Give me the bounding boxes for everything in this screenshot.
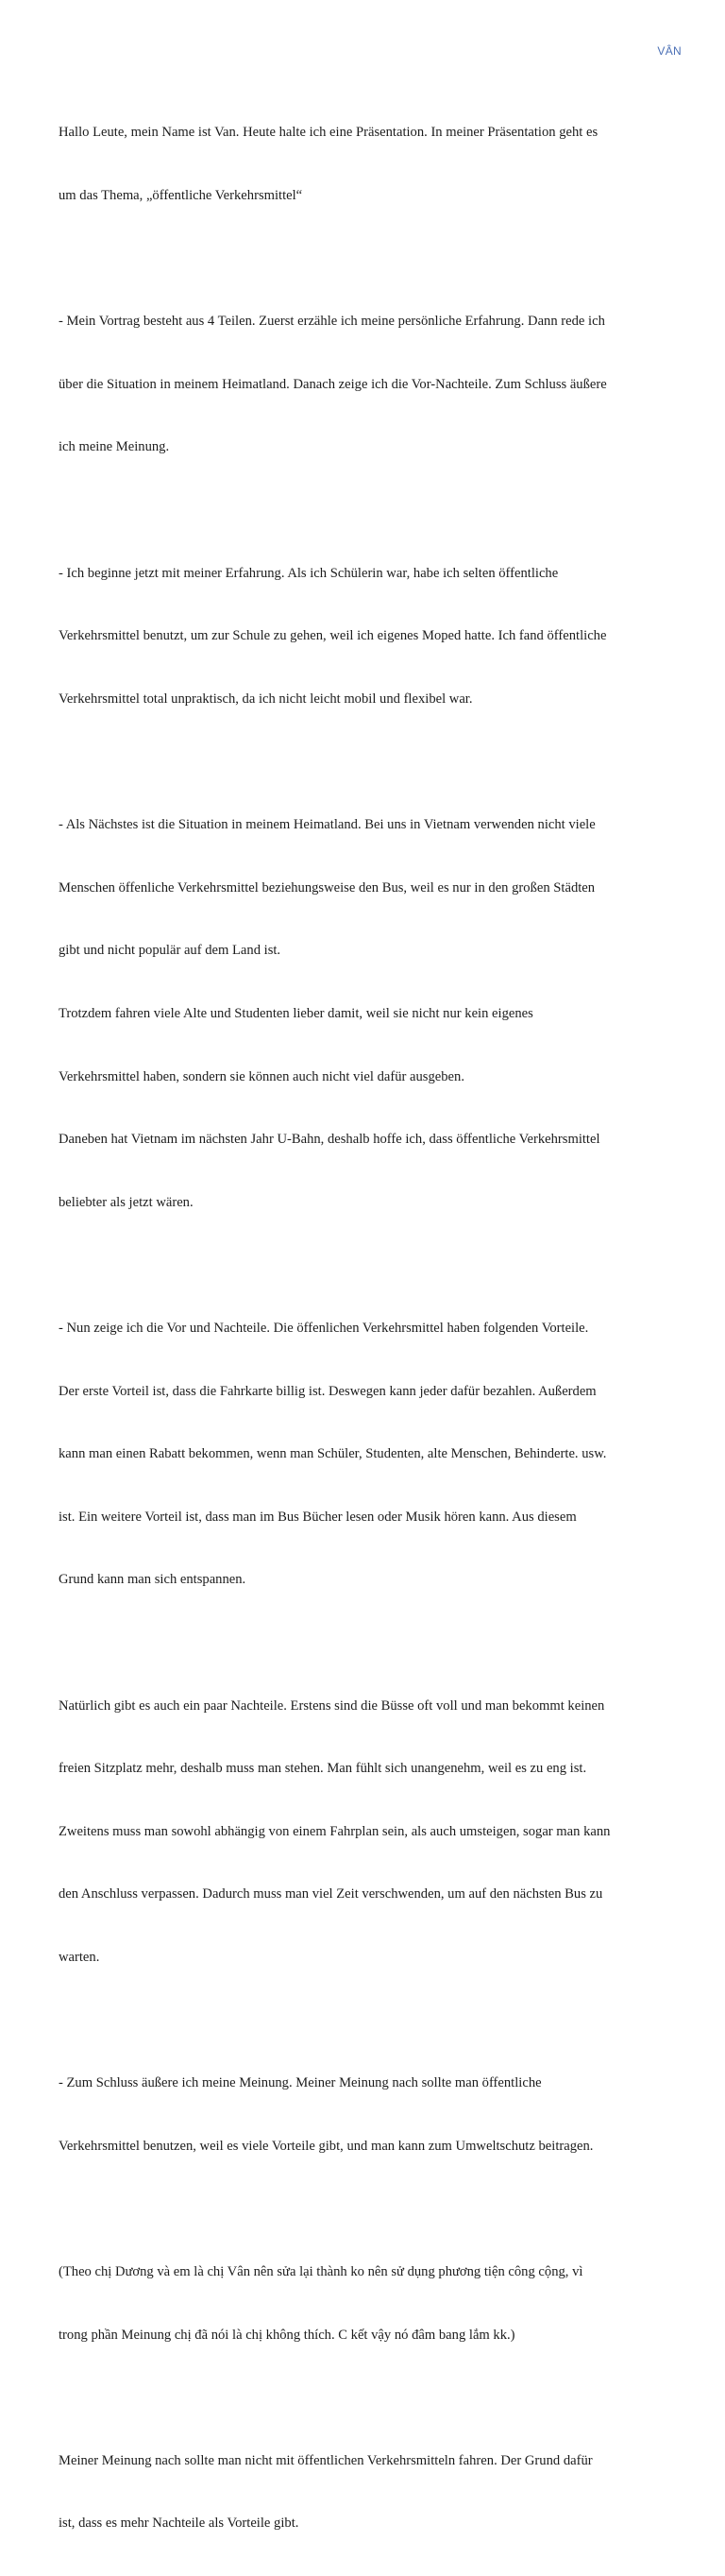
text-line: Daneben hat Vietnam im nächsten Jahr U-Bahn, deshalb hoffe ich, dass öffentliche Verkehrsmittel bbox=[59, 1132, 600, 1148]
text-line: Meiner Meinung nach sollte man nicht mit öffentlichen Verkehrsmitteln fahren. Der Grund dafür bbox=[59, 2452, 593, 2468]
text-line: trong phần Meinung chị đã nói là chị không thích. C kết vậy nó đâm bang lắm kk.) bbox=[59, 2327, 515, 2343]
text-line: Der erste Vorteil ist, dass die Fahrkarte billig ist. Deswegen kann jeder dafür bezahlen. Außerdem bbox=[59, 1383, 597, 1399]
text-line: Verkehrsmittel total unpraktisch, da ich nicht leicht mobil und flexibel war. bbox=[59, 691, 473, 707]
text-line: Trotzdem fahren viele Alte und Studenten lieber damit, weil sie nicht nur kein eigenes bbox=[59, 1005, 533, 1021]
text-line: kann man einen Rabatt bekommen, wenn man Schüler, Studenten, alte Menschen, Behinderte. usw. bbox=[59, 1446, 607, 1462]
text-line: Grund kann man sich entspannen. bbox=[59, 1572, 246, 1588]
text-line: Natürlich gibt es auch ein paar Nachteile. Erstens sind die Büsse oft voll und man bekommt keinen bbox=[59, 1697, 605, 1714]
paragraph-disadvantages bbox=[59, 1653, 682, 2009]
text-line: über die Situation in meinem Heimatland. Danach zeige ich die Vor-Nachteile. Zum Schluss äußere bbox=[59, 376, 607, 392]
text-line: beliebter als jetzt wären. bbox=[59, 1194, 194, 1210]
text-line: ich meine Meinung. bbox=[59, 439, 170, 455]
text-line: - Zum Schluss äußere ich meine Meinung. Meiner Meinung nach sollte man öffentliche bbox=[59, 2075, 542, 2091]
text-line: - Mein Vortrag besteht aus 4 Teilen. Zuerst erzähle ich meine persönliche Erfahrung. Dann rede ich bbox=[59, 314, 605, 330]
text-line: Hallo Leute, mein Name ist Van. Heute halte ich eine Präsentation. In meiner Präsentation geht es bbox=[59, 125, 599, 141]
text-line: den Anschluss verpassen. Dadurch muss man viel Zeit verschwenden, um auf den nächsten Bus zu bbox=[59, 1886, 603, 1902]
paragraph-intro bbox=[59, 80, 682, 248]
text-line: Verkehrsmittel benutzen, weil es viele Vorteile gibt, und man kann zum Umweltschutz beitragen. bbox=[59, 2138, 594, 2154]
text-line: ist. Ein weitere Vorteil ist, dass man im Bus Bücher lesen oder Musik hören kann. Aus diesem bbox=[59, 1509, 577, 1525]
paragraph-note bbox=[59, 2220, 682, 2388]
text-line: - Nun zeige ich die Vor und Nachteile. Die öffenlichen Verkehrsmittel haben folgenden Vorteile. bbox=[59, 1320, 589, 1336]
text-line: - Als Nächstes ist die Situation in meinem Heimatland. Bei uns in Vietnam verwenden nicht viele bbox=[59, 817, 596, 833]
author-label: VÂN bbox=[657, 44, 682, 58]
text-line: gibt und nicht populär auf dem Land ist. bbox=[59, 943, 281, 959]
text-line: Zweitens muss man sowohl abhängig von einem Fahrplan sein, als auch umsteigen, sogar man kann bbox=[59, 1823, 611, 1839]
text-line: ist, dass es mehr Nachteile als Vorteile gibt. bbox=[59, 2516, 299, 2532]
paragraph-homeland bbox=[59, 773, 682, 1255]
paragraph-advantages bbox=[59, 1276, 682, 1632]
text-line: (Theo chị Dương và em là chị Vân nên sửa lại thành ko nên sử dụng phương tiện công cộng, vì bbox=[59, 2264, 583, 2280]
text-line: - Ich beginne jetzt mit meiner Erfahrung. Als ich Schülerin war, habe ich selten öffentliche bbox=[59, 565, 559, 581]
text-line: warten. bbox=[59, 1950, 100, 1965]
paragraph-experience bbox=[59, 520, 682, 751]
text-line: Verkehrsmittel benutzt, um zur Schule zu gehen, weil ich eigenes Moped hatte. Ich fand öffentliche bbox=[59, 628, 607, 644]
paragraph-conclusion bbox=[59, 2031, 682, 2199]
text-line: freien Sitzplatz mehr, deshalb muss man stehen. Man fühlt sich unangenehm, weil es zu eng ist. bbox=[59, 1761, 587, 1777]
paragraph-revised-opinion bbox=[59, 2408, 682, 2576]
document-body bbox=[59, 80, 682, 2576]
paragraph-outline bbox=[59, 269, 682, 500]
text-line: um das Thema, „öffentliche Verkehrsmittel“ bbox=[59, 188, 303, 204]
text-line: Verkehrsmittel haben, sondern sie können auch nicht viel dafür ausgeben. bbox=[59, 1068, 464, 1084]
text-line: Menschen öffenliche Verkehrsmittel beziehungsweise den Bus, weil es nur in den großen Städten bbox=[59, 879, 596, 896]
